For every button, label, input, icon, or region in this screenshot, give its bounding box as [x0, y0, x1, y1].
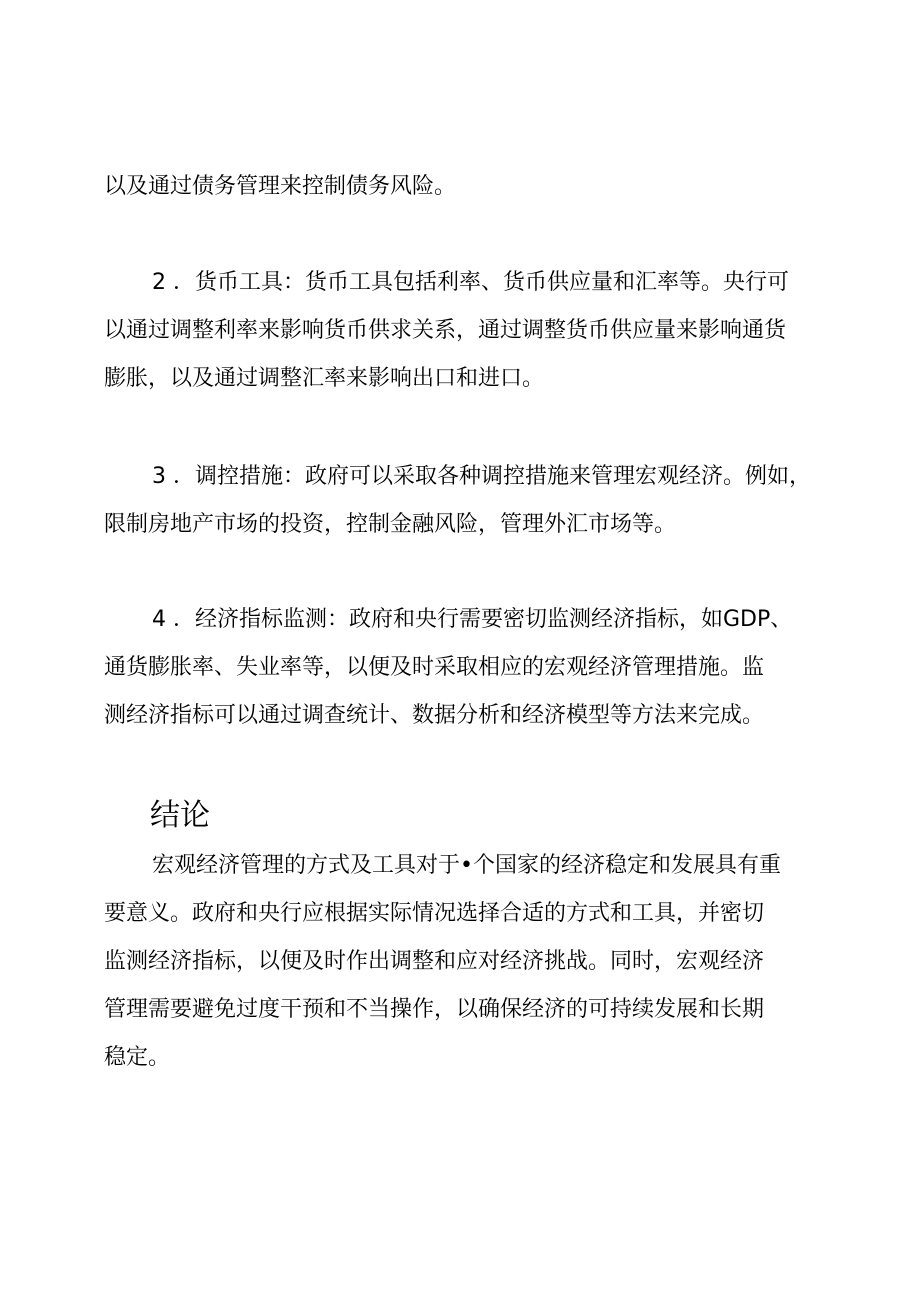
text-line: 通货膨胀率、失业率等，以便及时采取相应的宏观经济管理措施。监 — [104, 655, 765, 680]
text-line: 2 ．货币工具：货币工具包括利率、货币供应量和汇率等。央行可 — [152, 270, 789, 295]
text-line: 膨胀，以及通过调整汇率来影响出口和进口。 — [104, 366, 545, 391]
text-line: 3 ．调控措施：政府可以采取各种调控措施来管理宏观经济。例如， — [152, 464, 811, 489]
text-line: 4 ．经济指标监测：政府和央行需要密切监测经济指标，如GDP、 — [152, 607, 793, 632]
text-line: 要意义。政府和央行应根据实际情况选择合适的方式和工具，并密切 — [104, 901, 765, 926]
text-line: 以通过调整利率来影响货币供求关系，通过调整货币供应量来影响通货 — [104, 318, 787, 343]
paragraph-conclusion — [104, 842, 824, 1082]
text-line: 以及通过债务管理来控制债务风险。 — [104, 174, 457, 199]
paragraph-indicator-monitoring — [104, 596, 824, 740]
paragraph-debt-management — [104, 163, 824, 211]
text-line: 稳定。 — [104, 1045, 171, 1070]
section-heading-conclusion: 结论 — [150, 798, 210, 833]
text-line: 测经济指标可以通过调查统计、数据分析和经济模型等方法来完成。 — [104, 703, 765, 728]
text-line: 监测经济指标，以便及时作出调整和应对经济挑战。同时，宏观经济 — [104, 949, 765, 974]
text-line: 限制房地产市场的投资，控制金融风险，管理外汇市场等。 — [104, 512, 677, 537]
text-line: 宏观经济管理的方式及工具对于•个国家的经济稳定和发展具有重 — [152, 853, 781, 878]
paragraph-monetary-tools — [104, 259, 824, 403]
text-line: 管理需要避免过度干预和不当操作，以确保经济的可持续发展和长期 — [104, 997, 765, 1022]
paragraph-regulation-measures — [104, 453, 824, 549]
